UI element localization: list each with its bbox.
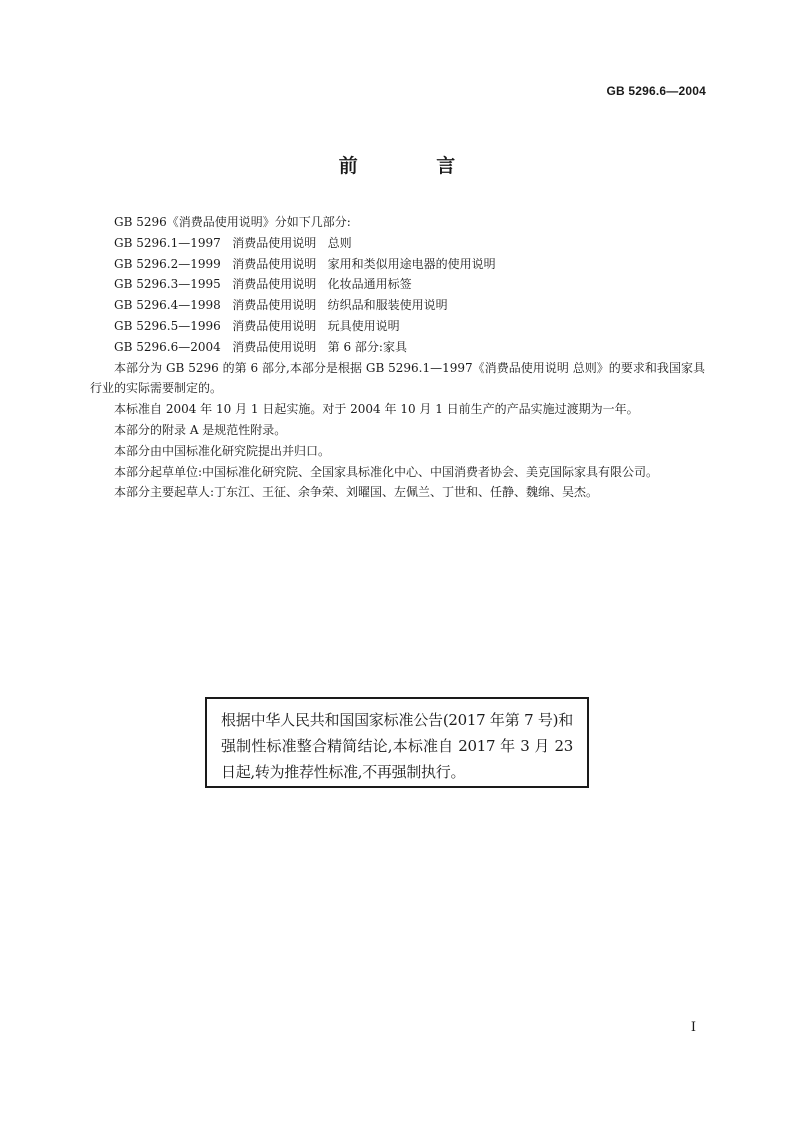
part-list-item: GB 5296.2—1999 消费品使用说明 家用和类似用途电器的使用说明 bbox=[114, 256, 496, 271]
part-list-item: GB 5296.1—1997 消费品使用说明 总则 bbox=[114, 235, 352, 250]
proposer-paragraph: 本部分由中国标准化研究院提出并归口。 bbox=[114, 443, 331, 458]
standard-code: GB 5296.6—2004 bbox=[606, 84, 706, 98]
page-title: 前 言 bbox=[338, 155, 492, 177]
part-list-item: GB 5296.3—1995 消费品使用说明 化妆品通用标签 bbox=[114, 277, 412, 292]
appendix-paragraph: 本部分的附录 A 是规范性附录。 bbox=[114, 422, 287, 437]
drafting-units-paragraph: 本部分起草单位:中国标准化研究院、全国家具标准化中心、中国消费者协会、美克国际家具有限公司。 bbox=[114, 464, 659, 479]
part-list-item: GB 5296.5—1996 消费品使用说明 玩具使用说明 bbox=[114, 318, 400, 333]
drafters-paragraph: 本部分主要起草人:丁东江、王征、余争荣、刘曜国、左佩兰、丁世和、任静、魏绵、吴杰。 bbox=[114, 485, 599, 500]
scope-paragraph: 本部分为 GB 5296 的第 6 部分,本部分是根据 GB 5296.1—1997《消费品使用说明 总则》的要求和我国家具行业的实际需要制定的。 bbox=[90, 360, 705, 396]
part-list-item: GB 5296.6—2004 消费品使用说明 第 6 部分:家具 bbox=[114, 339, 407, 354]
foreword-body bbox=[90, 212, 705, 503]
effective-date-paragraph: 本标准自 2004 年 10 月 1 日起实施。对于 2004 年 10 月 1 日前生产的产品实施过渡期为一年。 bbox=[114, 402, 639, 417]
part-list-item: GB 5296.4—1998 消费品使用说明 纺织品和服装使用说明 bbox=[114, 298, 448, 313]
notice-box: 根据中华人民共和国国家标准公告(2017 年第 7 号)和强制性标准整合精简结论,本标准自 2017 年 3 月 23 日起,转为推荐性标准,不再强制执行。 bbox=[205, 697, 589, 788]
page-number: I bbox=[690, 1020, 696, 1035]
intro-paragraph: GB 5296《消费品使用说明》分如下几部分: bbox=[114, 215, 351, 229]
